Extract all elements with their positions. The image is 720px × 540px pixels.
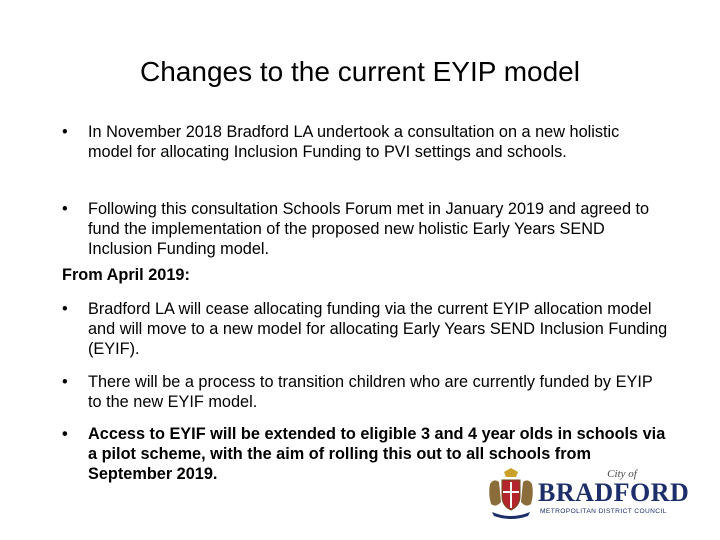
logo-city-of: City of bbox=[607, 468, 637, 480]
bullet-dot: • bbox=[62, 300, 68, 318]
bullet-dot: • bbox=[62, 373, 68, 391]
coat-of-arms-icon bbox=[486, 468, 536, 520]
bullet-dot: • bbox=[62, 123, 68, 141]
logo-council: METROPOLITAN DISTRICT COUNCIL bbox=[540, 508, 667, 515]
bullet-text: There will be a process to transition children who are currently funded by EYIP to the new EYIF model. bbox=[88, 373, 653, 411]
bullet-text: In November 2018 Bradford LA undertook a consultation on a new holistic model for allocating Inclusion Funding to PVI settings and schools. bbox=[88, 123, 620, 161]
logo-name: BRADFORD bbox=[538, 478, 690, 507]
bullet-text: Following this consultation Schools Forum met in January 2019 and agreed to fund the implementation of the proposed new holistic Early Years SEND Inclusion Funding model. bbox=[88, 200, 650, 258]
bullet-dot: • bbox=[62, 200, 68, 218]
bullet-text: Access to EYIF will be extended to eligible 3 and 4 year olds in schools via a pilot scheme, with the aim of rolling this out to all schools from September 2019. bbox=[88, 425, 666, 483]
bullet-dot: • bbox=[62, 425, 68, 443]
bullet-text: Bradford LA will cease allocating funding via the current EYIP allocation model and will move to a new model for allocating Early Years SEND Inclusion Funding (EYIF). bbox=[88, 300, 668, 358]
bradford-council-logo bbox=[486, 468, 690, 524]
subheading-from-april: From April 2019: bbox=[62, 266, 190, 284]
slide-title: Changes to the current EYIP model bbox=[140, 56, 580, 87]
